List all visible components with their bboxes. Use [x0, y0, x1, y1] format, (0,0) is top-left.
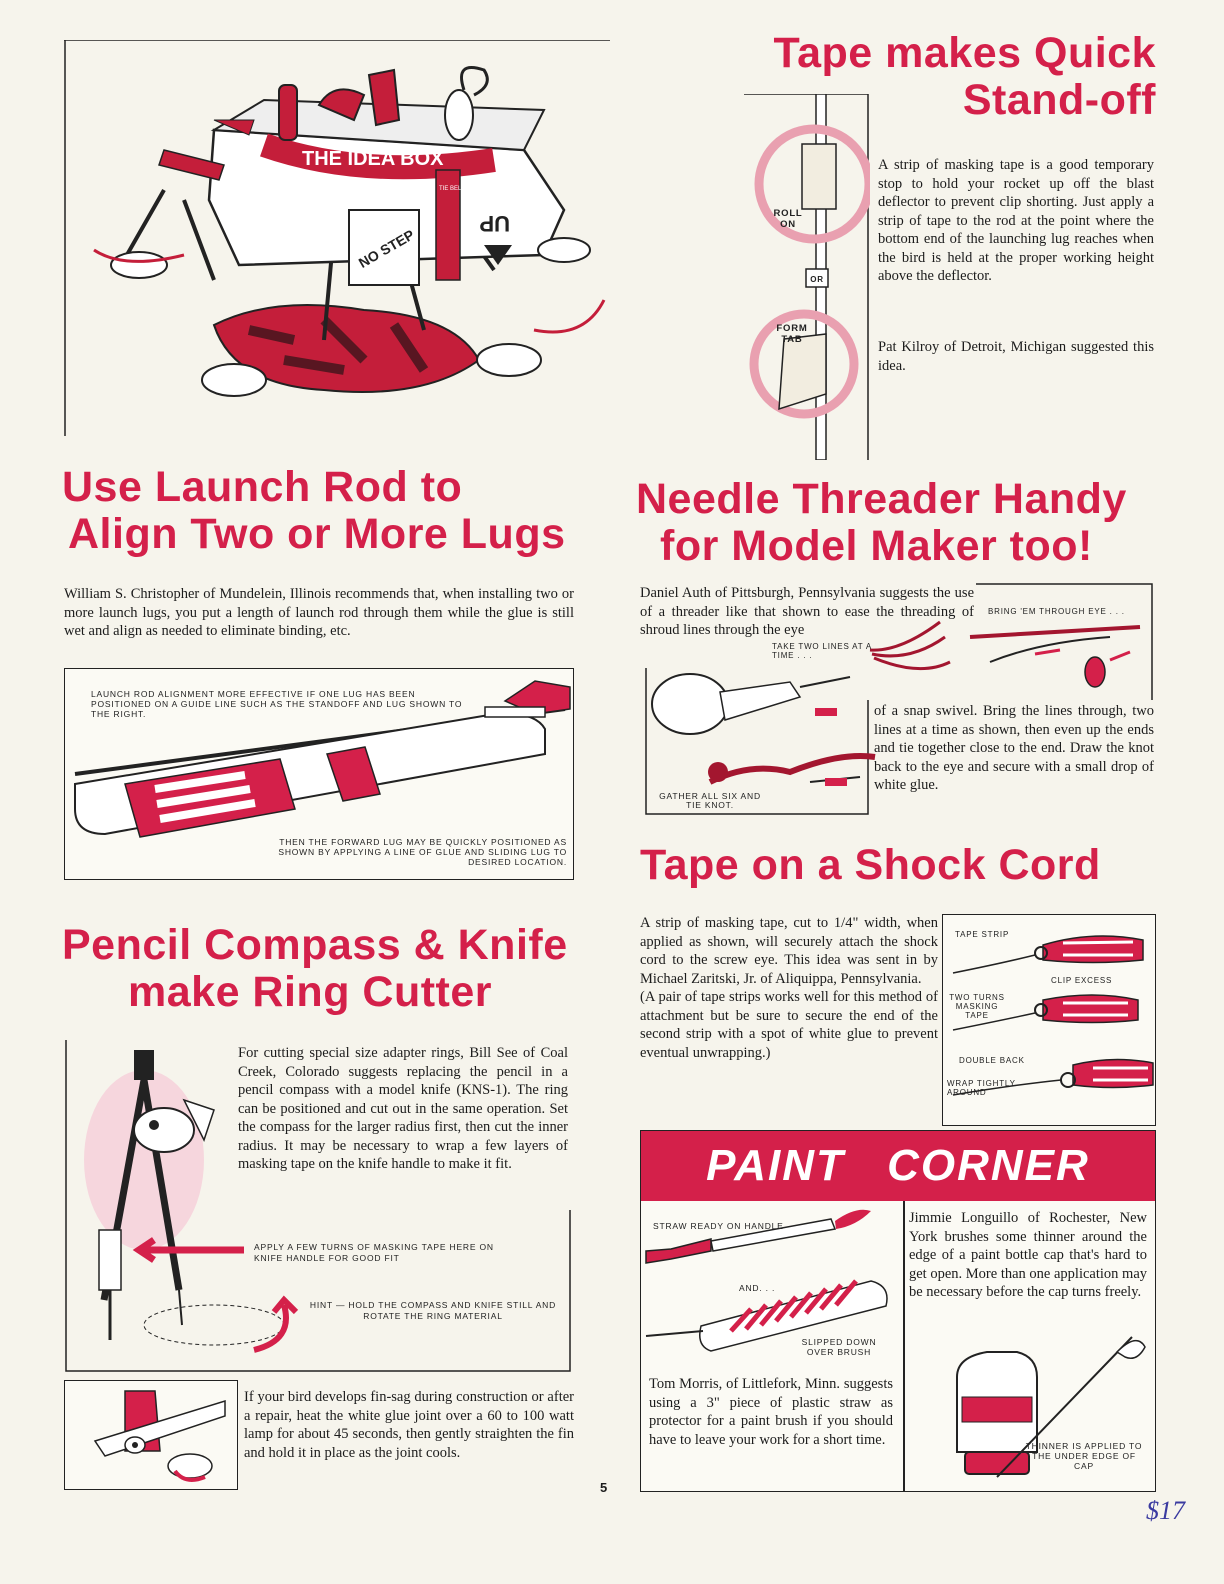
page-number: 5 — [600, 1480, 608, 1495]
shock-cord-label-clip: CLIP EXCESS — [1051, 976, 1113, 985]
launch-rod-diagram — [64, 668, 574, 880]
form-tab-label: FORM TAB — [776, 323, 808, 345]
standoff-title-line1: Tape makes Quick — [773, 29, 1156, 77]
needle-body-bottom: of a snap swivel. Bring the lines through, two lines at a time as shown, then even up the ends and tie together close to the end. Draw the knot back to the eye and secure with a small drop of white glue. — [874, 703, 1154, 793]
tie-belt-label: TIE BELT — [439, 186, 465, 192]
launch-rod-title-line1: Use Launch Rod to — [62, 463, 463, 511]
standoff-title-line2: Stand-off — [962, 76, 1156, 125]
paint-corner-banner-text: PAINT CORNER — [706, 1141, 1090, 1190]
compass-caption-hint: HINT — HOLD THE COMPASS AND KNIFE STILL AND ROTATE THE RING MATERIAL — [309, 1300, 557, 1321]
needle-label-gather: GATHER ALL SIX AND TIE KNOT. — [659, 791, 761, 810]
compass-title-line2: make Ring Cutter — [128, 968, 493, 1017]
launch-rod-caption-top: LAUNCH ROD ALIGNMENT MORE EFFECTIVE IF ONE LUG HAS BEEN POSITIONED ON A GUIDE LINE SUCH AS THE STANDOFF AND LUG SHOWN TO THE RIGHT. — [91, 689, 463, 719]
or-label: OR — [810, 275, 824, 284]
handwritten-price: $17 — [1146, 1496, 1185, 1525]
launch-rod-body: William S. Christopher of Mundelein, Illinois recommends that, when installing two or more launch lugs, you put a length of launch rod through them while the glue is still wet and align as needed to eliminate binding, etc. — [64, 586, 574, 639]
standoff-illustration — [744, 94, 870, 460]
shock-cord-body-2: (A pair of tape strips works well for this method of attachment but be sure to secure the end of the second strip with a spot of white glue to prevent eventual unwrapping.) — [640, 989, 938, 1061]
paint-left-body: Tom Morris, of Littlefork, Minn. suggests using a 3" piece of plastic straw as protector for a paint brush if you should have to leave your work for a short time. — [649, 1376, 893, 1448]
standoff-body: A strip of masking tape is a good temporary stop to hold your rocket up off the blast deflector to prevent clip shorting. Just apply a strip of tape to the rod at the point where the bottom end of the launching lug reaches when the bird is held at the proper working height above the deflector. — [878, 157, 1154, 284]
launch-rod-caption-bottom: THEN THE FORWARD LUG MAY BE QUICKLY POSITIONED AS SHOWN BY APPLYING A LINE OF GLUE AND SLIDING LUG TO DESIRED LOCATION. — [278, 837, 567, 867]
idea-box-illustration — [64, 40, 610, 436]
paint-label-straw: STRAW READY ON HANDLE — [653, 1221, 784, 1231]
compass-caption-tape: APPLY A FEW TURNS OF MASKING TAPE HERE ON KNIFE HANDLE FOR GOOD FIT — [254, 1242, 494, 1263]
shock-cord-body: A strip of masking tape, cut to 1/4" width, when applied as shown, will securely attach the shock cord to the screw eye. This idea was sent in by Michael Zaritski, Jr. of Aliquippa, Pennsylvania. — [640, 915, 938, 987]
fin-sag-illustration — [64, 1380, 238, 1490]
paint-right-body: Jimmie Longuillo of Rochester, New York brushes some thinner around the edge of a paint bottle cap that's hard to get open. More than one application may be necessary before the cap turns freely. — [909, 1210, 1147, 1300]
launch-rod-title-line2: Align Two or More Lugs — [68, 510, 566, 559]
compass-box — [64, 1040, 572, 1372]
paint-label-thinner: THINNER IS APPLIED TO THE UNDER EDGE OF CAP — [1025, 1441, 1143, 1471]
paint-corner-banner — [641, 1131, 1155, 1201]
needle-title — [636, 476, 1156, 571]
compass-title-line1: Pencil Compass & Knife — [62, 921, 568, 969]
shock-cord-diagram — [942, 914, 1156, 1126]
needle-body-top: Daniel Auth of Pittsburgh, Pennsylvania suggests the use of a threader like that shown to ease the threading of shroud lines through the eye — [640, 585, 974, 638]
roll-on-label: ROLL ON — [773, 208, 803, 230]
paint-label-slipped: SLIPPED DOWN OVER BRUSH — [801, 1337, 877, 1357]
no-step-label: NO STEP — [355, 226, 417, 271]
needle-title-line1: Needle Threader Handy — [636, 475, 1127, 523]
launch-rod-title — [62, 464, 582, 559]
idea-box-lid-text: THE IDEA BOX — [302, 148, 444, 170]
paint-corner-divider — [903, 1201, 905, 1491]
fin-sag-body: If your bird develops fin-sag during construction or after a repair, heat the white glue joint over a 60 to 100 watt lamp for about 45 seconds, then gently straighten the fin and hold it in place as the joint cools. — [244, 1389, 574, 1461]
paint-corner-box — [640, 1130, 1156, 1492]
shock-cord-text — [640, 914, 938, 1062]
shock-cord-label-tape-strip: TAPE STRIP — [955, 930, 1010, 939]
needle-label-take: TAKE TWO LINES AT A TIME . . . — [772, 642, 872, 660]
shock-cord-label-wrap: WRAP TIGHTLY AROUND — [947, 1079, 1016, 1097]
shock-cord-label-two-turns: TWO TURNS MASKING TAPE — [949, 993, 1005, 1020]
standoff-credit: Pat Kilroy of Detroit, Michigan suggested this idea. — [878, 339, 1154, 374]
paint-label-and: AND. . . — [739, 1283, 776, 1293]
needle-label-bring: BRING 'EM THROUGH EYE . . . — [988, 607, 1125, 616]
up-label: UP — [479, 211, 510, 236]
shock-cord-label-double-back: DOUBLE BACK — [959, 1056, 1025, 1065]
shock-cord-title: Tape on a Shock Cord — [640, 841, 1101, 889]
compass-title — [62, 922, 572, 1017]
needle-title-line2: for Model Maker too! — [660, 522, 1093, 571]
compass-body: For cutting special size adapter rings, Bill See of Coal Creek, Colorado suggests replacing the pencil in a pencil compass with a model knife (KNS-1). The ring can be positioned and cut out in the same operation. Set the compass for the larger radius first, then cut the inner radius. It may be necessary to wrap a few layers of masking tape on the knife handle to make it fit. — [238, 1045, 568, 1172]
